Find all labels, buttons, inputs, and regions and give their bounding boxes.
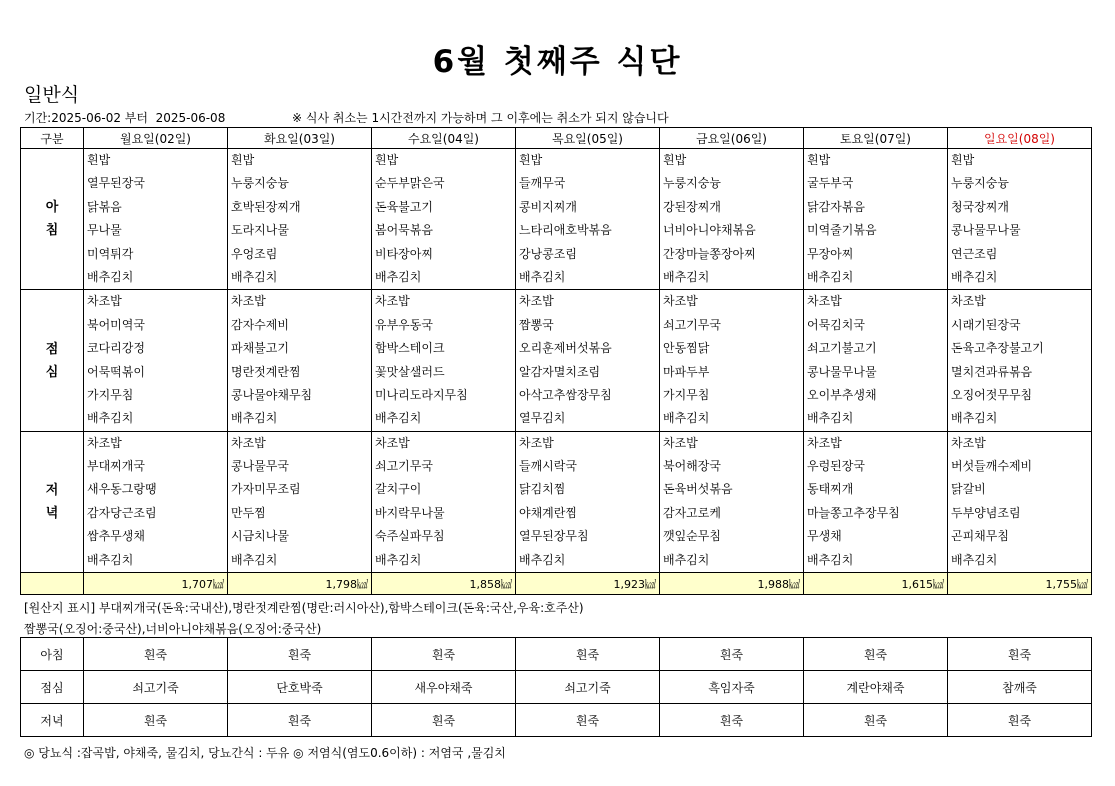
porridge-meal-label: 아침 xyxy=(21,638,84,671)
menu-item: 오리훈제버섯볶음 xyxy=(519,341,612,356)
menu-item: 마파두부 xyxy=(663,364,710,379)
menu-cell xyxy=(84,149,228,290)
menu-item: 차조밥 xyxy=(87,294,122,309)
origin-info-line-2: 짬뽕국(오징어:중국산),너비아니야채볶음(오징어:중국산) xyxy=(24,622,322,636)
porridge-cell: 새우야채죽 xyxy=(372,671,516,704)
menu-item: 열무된장국 xyxy=(87,176,145,191)
calorie-cell: 1,798㎉ xyxy=(228,573,372,595)
menu-item: 봄어묵볶음 xyxy=(375,223,433,238)
meal-row xyxy=(21,149,1092,290)
menu-item: 안동찜닭 xyxy=(663,341,710,356)
menu-cell xyxy=(372,149,516,290)
menu-item: 차조밥 xyxy=(519,294,554,309)
porridge-cell: 흰죽 xyxy=(804,638,948,671)
day-header-sunday: 일요일(08일) xyxy=(948,128,1092,149)
menu-item: 무생채 xyxy=(807,529,842,544)
menu-item: 닭볶음 xyxy=(87,199,122,214)
menu-cell xyxy=(660,431,804,572)
porridge-row xyxy=(21,671,1092,704)
menu-item: 배추김치 xyxy=(231,411,278,426)
menu-item: 배추김치 xyxy=(807,552,854,567)
porridge-cell: 흑임자죽 xyxy=(660,671,804,704)
menu-item: 흰밥 xyxy=(231,153,255,167)
menu-item: 흰밥 xyxy=(807,153,831,167)
menu-item: 배추김치 xyxy=(231,552,278,567)
porridge-cell: 계란야채죽 xyxy=(804,671,948,704)
menu-item: 시금치나물 xyxy=(231,529,289,544)
menu-cell xyxy=(516,431,660,572)
menu-item: 만두찜 xyxy=(231,505,266,520)
menu-cell xyxy=(804,149,948,290)
menu-cell xyxy=(948,431,1092,572)
menu-item: 파채불고기 xyxy=(231,341,289,356)
calorie-cell: 1,615㎉ xyxy=(804,573,948,595)
menu-item: 배추김치 xyxy=(951,552,998,567)
porridge-cell: 흰죽 xyxy=(948,704,1092,737)
menu-item: 알감자멸치조림 xyxy=(519,364,601,379)
menu-cell xyxy=(372,290,516,431)
menu-item: 동태찌개 xyxy=(807,482,854,497)
menu-item: 흰밥 xyxy=(375,153,399,167)
menu-cell xyxy=(372,431,516,572)
menu-item: 차조밥 xyxy=(807,435,842,450)
porridge-cell: 흰죽 xyxy=(372,704,516,737)
period-text: 기간:2025-06-02 부터 2025-06-08 xyxy=(24,111,226,125)
menu-item: 열무김치 xyxy=(519,411,566,426)
menu-item: 배추김치 xyxy=(231,269,278,284)
meal-label: 점 심 xyxy=(21,290,84,431)
day-header: 목요일(05일) xyxy=(516,128,660,149)
menu-cell xyxy=(228,149,372,290)
menu-item: 쇠고기무국 xyxy=(663,317,721,332)
menu-item: 콩비지찌개 xyxy=(519,199,577,214)
menu-item: 차조밥 xyxy=(375,294,410,309)
menu-item: 미역튀각 xyxy=(87,246,134,261)
menu-cell xyxy=(228,431,372,572)
menu-item: 배추김치 xyxy=(663,552,710,567)
porridge-cell: 흰죽 xyxy=(84,638,228,671)
porridge-cell: 흰죽 xyxy=(948,638,1092,671)
menu-item: 곤피채무침 xyxy=(951,529,1009,544)
menu-item: 누룽지숭늉 xyxy=(231,176,289,191)
menu-item: 명란젓계란찜 xyxy=(231,364,301,379)
menu-item: 야채계란찜 xyxy=(519,505,577,520)
menu-item: 배추김치 xyxy=(375,411,422,426)
menu-item: 닭감자볶음 xyxy=(807,199,865,214)
day-header: 토요일(07일) xyxy=(804,128,948,149)
menu-item: 버섯들깨수제비 xyxy=(951,459,1033,474)
menu-item: 두부양념조림 xyxy=(951,505,1021,520)
meal-label: 아 침 xyxy=(21,149,84,290)
calorie-label-cell xyxy=(21,573,84,595)
menu-item: 쇠고기무국 xyxy=(375,459,433,474)
menu-item: 콩나물야채무침 xyxy=(231,387,313,402)
porridge-cell: 흰죽 xyxy=(228,704,372,737)
menu-item: 돈육불고기 xyxy=(375,199,433,214)
porridge-cell: 단호박죽 xyxy=(228,671,372,704)
menu-item: 들깨무국 xyxy=(519,176,566,191)
menu-item: 미나리도라지무침 xyxy=(375,387,468,402)
meal-row xyxy=(21,431,1092,572)
menu-item: 흰밥 xyxy=(663,153,687,167)
porridge-cell: 흰죽 xyxy=(660,638,804,671)
diet-type-label: 일반식 xyxy=(24,84,80,106)
menu-item: 강된장찌개 xyxy=(663,199,721,214)
menu-item: 누룽지숭늉 xyxy=(951,176,1009,191)
menu-cell xyxy=(804,431,948,572)
menu-item: 감자고로케 xyxy=(663,505,721,520)
porridge-cell: 흰죽 xyxy=(516,638,660,671)
porridge-cell: 쇠고기죽 xyxy=(516,671,660,704)
menu-item: 차조밥 xyxy=(231,435,266,450)
menu-item: 배추김치 xyxy=(663,269,710,284)
menu-item: 배추김치 xyxy=(87,552,134,567)
menu-item: 차조밥 xyxy=(375,435,410,450)
menu-item: 쇠고기불고기 xyxy=(807,341,877,356)
menu-item: 함박스테이크 xyxy=(375,341,445,356)
menu-item: 느타리애호박볶음 xyxy=(519,223,612,238)
menu-item: 배추김치 xyxy=(807,411,854,426)
day-header-row xyxy=(21,128,1092,149)
porridge-cell: 흰죽 xyxy=(228,638,372,671)
menu-item: 배추김치 xyxy=(375,552,422,567)
menu-item: 차조밥 xyxy=(663,294,698,309)
menu-item: 돈육버섯볶음 xyxy=(663,482,733,497)
menu-item: 오이부추생채 xyxy=(807,387,877,402)
menu-item: 아삭고추쌈장무침 xyxy=(519,387,612,402)
menu-item: 도라지나물 xyxy=(231,223,289,238)
menu-cell xyxy=(660,290,804,431)
menu-item: 짬뽕국 xyxy=(519,317,554,332)
menu-item: 깻잎순무침 xyxy=(663,529,721,544)
menu-item: 북어해장국 xyxy=(663,459,721,474)
menu-item: 시래기된장국 xyxy=(951,317,1021,332)
porridge-row xyxy=(21,638,1092,671)
weekly-menu-table xyxy=(20,127,1092,595)
menu-item: 우엉조림 xyxy=(231,246,278,261)
menu-item: 부대찌개국 xyxy=(87,459,145,474)
menu-item: 흰밥 xyxy=(87,153,111,167)
menu-item: 콩나물무나물 xyxy=(951,223,1021,238)
menu-item: 차조밥 xyxy=(951,435,986,450)
menu-cell xyxy=(516,149,660,290)
menu-item: 흰밥 xyxy=(519,153,543,167)
menu-cell xyxy=(660,149,804,290)
menu-item: 바지락무나물 xyxy=(375,505,445,520)
menu-item: 배추김치 xyxy=(951,269,998,284)
calorie-row xyxy=(21,573,1092,595)
menu-item: 들깨시락국 xyxy=(519,459,577,474)
menu-item: 차조밥 xyxy=(87,435,122,450)
category-header: 구분 xyxy=(21,128,84,149)
menu-item: 코다리강정 xyxy=(87,341,145,356)
calorie-cell: 1,755㎉ xyxy=(948,573,1092,595)
menu-item: 닭김치찜 xyxy=(519,482,566,497)
menu-item: 차조밥 xyxy=(663,435,698,450)
menu-item: 순두부맑은국 xyxy=(375,176,445,191)
menu-item: 무나물 xyxy=(87,223,122,238)
menu-item: 마늘쫑고추장무침 xyxy=(807,505,900,520)
calorie-cell: 1,923㎉ xyxy=(516,573,660,595)
menu-item: 비타장아찌 xyxy=(375,246,433,261)
porridge-table xyxy=(20,637,1092,737)
porridge-row xyxy=(21,704,1092,737)
porridge-meal-label: 점심 xyxy=(21,671,84,704)
menu-item: 가자미무조림 xyxy=(231,482,301,497)
calorie-cell: 1,707㎉ xyxy=(84,573,228,595)
menu-item: 배추김치 xyxy=(375,269,422,284)
menu-cell xyxy=(84,431,228,572)
menu-item: 무장아찌 xyxy=(807,246,854,261)
day-header: 금요일(06일) xyxy=(660,128,804,149)
menu-item: 배추김치 xyxy=(519,269,566,284)
menu-item: 오징어젓무무침 xyxy=(951,387,1033,402)
menu-item: 유부우동국 xyxy=(375,317,433,332)
meal-row xyxy=(21,290,1092,431)
page-title: 6월 첫째주 식단 xyxy=(432,44,683,80)
menu-cell xyxy=(516,290,660,431)
menu-item: 차조밥 xyxy=(231,294,266,309)
menu-item: 호박된장찌개 xyxy=(231,199,301,214)
menu-item: 차조밥 xyxy=(807,294,842,309)
menu-item: 멸치견과류볶음 xyxy=(951,364,1033,379)
menu-item: 감자수제비 xyxy=(231,317,289,332)
day-header: 화요일(03일) xyxy=(228,128,372,149)
menu-item: 감자당근조림 xyxy=(87,505,157,520)
menu-item: 배추김치 xyxy=(519,552,566,567)
menu-item: 굴두부국 xyxy=(807,176,854,191)
calorie-cell: 1,988㎉ xyxy=(660,573,804,595)
day-header: 월요일(02일) xyxy=(84,128,228,149)
menu-cell xyxy=(948,290,1092,431)
menu-item: 누룽지숭늉 xyxy=(663,176,721,191)
porridge-cell: 참깨죽 xyxy=(948,671,1092,704)
menu-item: 가지무침 xyxy=(87,387,134,402)
menu-item: 꽃맛살샐러드 xyxy=(375,364,445,379)
porridge-cell: 흰죽 xyxy=(372,638,516,671)
menu-item: 너비아니야채볶음 xyxy=(663,223,756,238)
menu-item: 북어미역국 xyxy=(87,317,145,332)
menu-cell xyxy=(804,290,948,431)
menu-item: 청국장찌개 xyxy=(951,199,1009,214)
menu-item: 흰밥 xyxy=(951,153,975,167)
menu-item: 배추김치 xyxy=(87,269,134,284)
menu-item: 쌈추무생채 xyxy=(87,529,145,544)
meal-label: 저 녁 xyxy=(21,431,84,572)
menu-item: 열무된장무침 xyxy=(519,529,589,544)
origin-info-line-1: [원산지 표시] 부대찌개국(돈육:국내산),명란젓계란찜(명란:러시아산),함박스테이크(돈육:국산,우육:호주산) xyxy=(24,601,584,615)
menu-item: 우렁된장국 xyxy=(807,459,865,474)
day-header: 수요일(04일) xyxy=(372,128,516,149)
menu-item: 차조밥 xyxy=(951,294,986,309)
cancel-notice: ※ 식사 취소는 1시간전까지 가능하며 그 이후에는 취소가 되지 않습니다 xyxy=(292,111,669,125)
menu-item: 어묵김치국 xyxy=(807,317,865,332)
menu-item: 간장마늘쫑장아찌 xyxy=(663,246,756,261)
menu-item: 배추김치 xyxy=(807,269,854,284)
diet-footnote: ◎ 당뇨식 :잡곡밥, 야채죽, 물김치, 당뇨간식 : 두유 ◎ 저염식(염도0.6이하) : 저염국 ,물김치 xyxy=(24,746,506,760)
menu-item: 숙주실파무침 xyxy=(375,529,445,544)
menu-item: 콩나물무국 xyxy=(231,459,289,474)
calorie-cell: 1,858㎉ xyxy=(372,573,516,595)
porridge-meal-label: 저녁 xyxy=(21,704,84,737)
menu-cell xyxy=(228,290,372,431)
menu-item: 새우동그랑땡 xyxy=(87,482,157,497)
menu-item: 배추김치 xyxy=(87,411,134,426)
porridge-cell: 흰죽 xyxy=(804,704,948,737)
menu-item: 콩나물무나물 xyxy=(807,364,877,379)
porridge-cell: 흰죽 xyxy=(516,704,660,737)
menu-item: 가지무침 xyxy=(663,387,710,402)
menu-item: 갈치구이 xyxy=(375,482,422,497)
menu-item: 닭갈비 xyxy=(951,482,986,497)
menu-cell xyxy=(948,149,1092,290)
menu-item: 배추김치 xyxy=(663,411,710,426)
menu-item: 돈육고추장불고기 xyxy=(951,341,1044,356)
porridge-cell: 흰죽 xyxy=(660,704,804,737)
menu-item: 어묵떡볶이 xyxy=(87,364,145,379)
menu-item: 차조밥 xyxy=(519,435,554,450)
menu-item: 연근조림 xyxy=(951,246,998,261)
porridge-cell: 쇠고기죽 xyxy=(84,671,228,704)
menu-item: 미역줄기볶음 xyxy=(807,223,877,238)
menu-item: 배추김치 xyxy=(951,411,998,426)
porridge-cell: 흰죽 xyxy=(84,704,228,737)
menu-item: 강낭콩조림 xyxy=(519,246,577,261)
menu-cell xyxy=(84,290,228,431)
